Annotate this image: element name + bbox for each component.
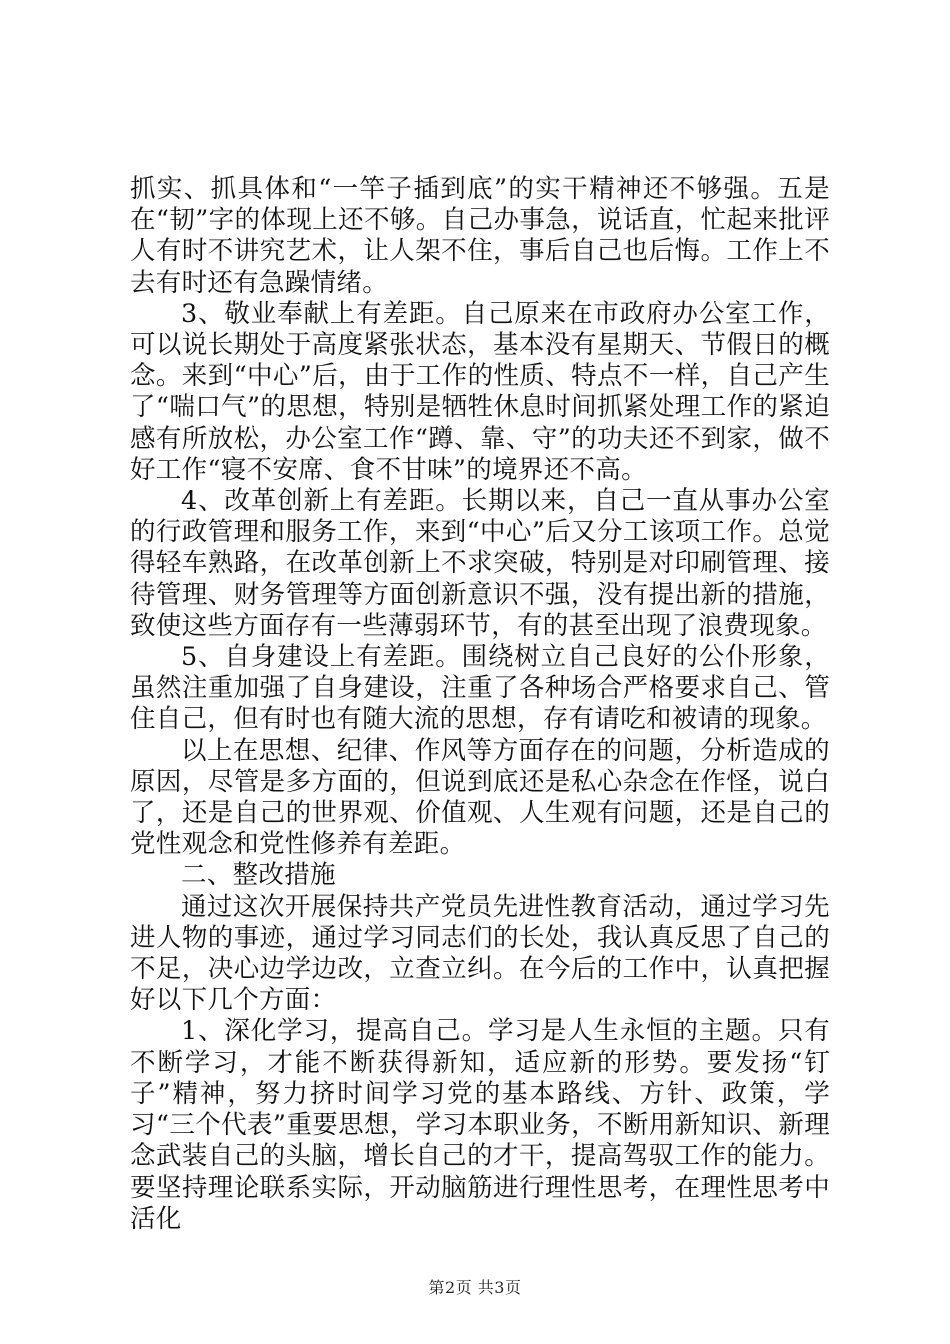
section-heading-rectification: 二、整改措施 xyxy=(181,860,336,891)
paragraph-continuation: 抓实、抓具体和“一竿子插到底”的实干精神还不够强。五是在“韧”字的体现上还不够。自己办事急，说话直，忙起来批评人有时不讲究艺术，让人架不住，事后自己也后悔。工作上不去有时还有急躁情绪。 xyxy=(130,174,830,298)
paragraph-dedication-gap: 3、敬业奉献上有差距。自己原来在市政府办公室工作，可以说长期处于高度紧张状态，基本没有星期天、节假日的概念。来到“中心”后，由于工作的性质、特点不一样，自己产生了“喘口气”的思想，特别是牺牲休息时间抓紧处理工作的紧迫感有所放松，办公室工作“蹲、靠、守”的功夫还不到家，做不好工作“寝不安席、食不甘味”的境界还不高。 xyxy=(130,298,830,485)
paragraph-rectification-intro: 通过这次开展保持共产党员先进性教育活动，通过学习先进人物的事迹，通过学习同志们的长处，我认真反思了自己的不足，决心边学边改，立查立纠。在今后的工作中，认真把握好以下几个方面： xyxy=(130,891,830,1016)
paragraph-self-building-gap: 5、自身建设上有差距。围绕树立自己良好的公仆形象，虽然注重加强了自身建设，注重了各种场合严格要求自己、管住自己，但有时也有随大流的思想，存有请吃和被请的现象。 xyxy=(130,642,830,735)
paragraph-cause-analysis: 以上在思想、纪律、作风等方面存在的问题，分析造成的原因，尽管是多方面的，但说到底还是私心杂念在作怪，说白了，还是自己的世界观、价值观、人生观有问题，还是自己的党性观念和党性修养有差距。 xyxy=(130,735,830,860)
paragraph-deepen-study: 1、深化学习，提高自己。学习是人生永恒的主题。只有不断学习，才能不断获得新知，适应新的形势。要发扬“钉子”精神，努力挤时间学习党的基本路线、方针、政策，学习“三个代表”重要思想，学习本职业务，不断用新知识、新理念武装自己的头脑，增长自己的才干，提高驾驭工作的能力。要坚持理论联系实际，开动脑筋进行理性思考，在理性思考中活化 xyxy=(130,1016,830,1234)
page-footer: 第2页 共3页 xyxy=(428,1278,522,1297)
paragraph-innovation-gap: 4、改革创新上有差距。长期以来，自己一直从事办公室的行政管理和服务工作，来到“中心”后又分工该项工作。总觉得轻车熟路，在改革创新上不求突破，特别是对印刷管理、接待管理、财务管理等方面创新意识不强，没有提出新的措施，致使这些方面存有一些薄弱环节，有的甚至出现了浪费现象。 xyxy=(130,486,830,641)
document-body xyxy=(130,174,830,1235)
